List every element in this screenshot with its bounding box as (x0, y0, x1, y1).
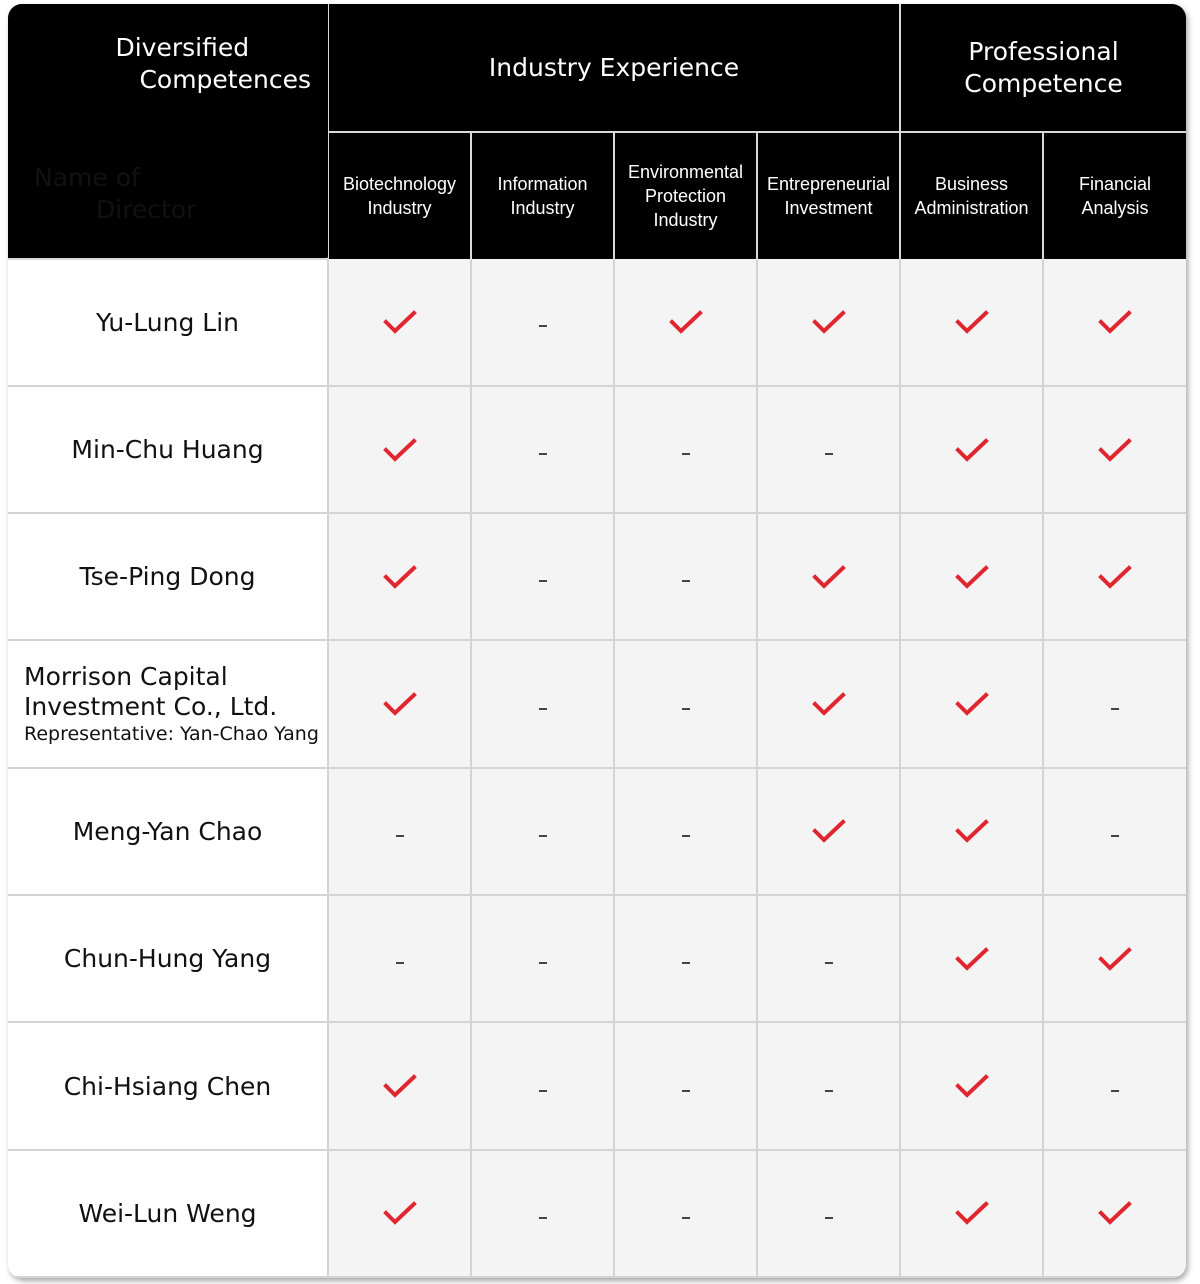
dash-mark (539, 1090, 547, 1092)
dash-mark (539, 708, 547, 710)
competence-yes-cell (1043, 895, 1186, 1022)
column-header-line1: Business (934, 173, 1009, 194)
dash-mark (539, 1217, 547, 1219)
competence-no-cell (614, 768, 757, 895)
director-name: Tse-Ping Dong (8, 513, 328, 640)
competence-no-cell (471, 640, 614, 767)
dash-mark (1111, 835, 1119, 837)
dash-mark (682, 1217, 690, 1219)
competence-no-cell (614, 386, 757, 513)
column-header (757, 132, 900, 258)
check-mark-icon (955, 309, 989, 335)
competence-yes-cell (1043, 259, 1186, 386)
dash-mark (825, 1217, 833, 1219)
column-header-line2: Industry (510, 197, 575, 218)
competence-yes-cell (757, 513, 900, 640)
competence-no-cell (1043, 768, 1186, 895)
check-mark-icon (383, 564, 417, 590)
dash-mark (825, 1090, 833, 1092)
table-row (8, 1022, 1186, 1149)
table-row (8, 259, 1186, 386)
director-name: Chun-Hung Yang (8, 895, 328, 1022)
column-header-line2: Administration (914, 197, 1029, 218)
dash-mark (682, 453, 690, 455)
competence-no-cell (471, 259, 614, 386)
check-mark-icon (812, 309, 846, 335)
group-header-industry-experience: Industry Experience (328, 4, 900, 132)
check-mark-icon (1098, 946, 1132, 972)
corner-bottom-line2: Director (96, 195, 197, 224)
dash-mark (396, 835, 404, 837)
check-mark-icon (383, 1073, 417, 1099)
director-name-line1: Morrison Capital (24, 662, 228, 692)
competence-yes-cell (757, 259, 900, 386)
competence-yes-cell (900, 386, 1043, 513)
corner-header (8, 4, 328, 259)
representative-label: Representative: Yan-Chao Yang (24, 723, 319, 746)
director-name: Min-Chu Huang (8, 386, 328, 513)
competence-yes-cell (757, 640, 900, 767)
competence-yes-cell (1043, 513, 1186, 640)
competence-yes-cell (900, 1150, 1043, 1277)
check-mark-icon (1098, 437, 1132, 463)
dash-mark (539, 453, 547, 455)
competence-no-cell (614, 1150, 757, 1277)
column-header (471, 132, 614, 258)
competence-no-cell (757, 1022, 900, 1149)
competence-yes-cell (900, 895, 1043, 1022)
column-header-line1: Environmental (627, 161, 744, 182)
group-header-professional-competence (900, 4, 1186, 132)
column-header-line2: Protection (644, 185, 727, 206)
competence-no-cell (471, 386, 614, 513)
competence-yes-cell (900, 1022, 1043, 1149)
competence-yes-cell (1043, 386, 1186, 513)
check-mark-icon (383, 1200, 417, 1226)
dash-mark (539, 835, 547, 837)
director-competence-matrix (8, 4, 1186, 1278)
column-header-line3: Industry (653, 209, 718, 230)
table-row (8, 895, 1186, 1022)
director-name: Yu-Lung Lin (8, 259, 328, 386)
competence-yes-cell (328, 513, 471, 640)
dash-mark (539, 325, 547, 327)
column-header (328, 132, 471, 258)
dash-mark (825, 453, 833, 455)
director-name: Wei-Lun Weng (8, 1150, 328, 1277)
competence-table (8, 4, 1186, 1278)
dash-mark (539, 962, 547, 964)
group-header-line2: Competence (964, 68, 1123, 98)
dash-mark (396, 962, 404, 964)
corner-top-line1: Diversified (115, 33, 250, 62)
column-header-line2: Investment (784, 197, 873, 218)
competence-yes-cell (328, 259, 471, 386)
dash-mark (539, 580, 547, 582)
competence-yes-cell (328, 640, 471, 767)
check-mark-icon (955, 564, 989, 590)
director-name: Chi-Hsiang Chen (8, 1022, 328, 1149)
competence-no-cell (328, 768, 471, 895)
column-header-line1: Financial (1079, 173, 1152, 194)
competence-no-cell (757, 1150, 900, 1277)
table-row (8, 1150, 1186, 1277)
competence-yes-cell (900, 513, 1043, 640)
competence-yes-cell (757, 768, 900, 895)
director-name (8, 640, 328, 767)
competence-no-cell (614, 513, 757, 640)
check-mark-icon (383, 309, 417, 335)
column-header (1043, 132, 1186, 258)
director-name: Meng-Yan Chao (8, 768, 328, 895)
competence-yes-cell (614, 259, 757, 386)
competence-no-cell (471, 1022, 614, 1149)
group-header-line1: Professional (968, 36, 1119, 66)
corner-column-caption (115, 32, 311, 96)
table-body (8, 259, 1186, 1277)
dash-mark (682, 580, 690, 582)
table-row (8, 386, 1186, 513)
competence-yes-cell (328, 1150, 471, 1277)
corner-row-caption (34, 162, 196, 226)
competence-no-cell (471, 1150, 614, 1277)
dash-mark (682, 835, 690, 837)
check-mark-icon (955, 691, 989, 717)
competence-yes-cell (328, 386, 471, 513)
competence-no-cell (757, 895, 900, 1022)
check-mark-icon (812, 818, 846, 844)
dash-mark (1111, 1090, 1119, 1092)
dash-mark (825, 962, 833, 964)
check-mark-icon (812, 564, 846, 590)
check-mark-icon (1098, 1200, 1132, 1226)
check-mark-icon (812, 691, 846, 717)
competence-no-cell (471, 768, 614, 895)
column-header-line1: Biotechnology (342, 173, 457, 194)
table-row (8, 513, 1186, 640)
competence-no-cell (614, 640, 757, 767)
corner-top-line2: Competences (139, 65, 311, 94)
competence-no-cell (1043, 1022, 1186, 1149)
check-mark-icon (955, 946, 989, 972)
check-mark-icon (383, 437, 417, 463)
check-mark-icon (383, 691, 417, 717)
competence-yes-cell (900, 768, 1043, 895)
dash-mark (682, 708, 690, 710)
check-mark-icon (1098, 309, 1132, 335)
dash-mark (682, 1090, 690, 1092)
competence-no-cell (614, 895, 757, 1022)
competence-no-cell (1043, 640, 1186, 767)
column-header-line1: Entrepreneurial (766, 173, 891, 194)
competence-no-cell (328, 895, 471, 1022)
competence-no-cell (471, 895, 614, 1022)
table-row (8, 640, 1186, 767)
competence-yes-cell (328, 1022, 471, 1149)
competence-yes-cell (900, 259, 1043, 386)
dash-mark (682, 962, 690, 964)
check-mark-icon (955, 818, 989, 844)
competence-no-cell (471, 513, 614, 640)
column-header (900, 132, 1043, 258)
column-header-line1: Information (497, 173, 588, 194)
column-header-line2: Industry (367, 197, 432, 218)
competence-no-cell (614, 1022, 757, 1149)
check-mark-icon (669, 309, 703, 335)
check-mark-icon (955, 1073, 989, 1099)
competence-yes-cell (900, 640, 1043, 767)
competence-yes-cell (1043, 1150, 1186, 1277)
competence-no-cell (757, 386, 900, 513)
director-name-line2: Investment Co., Ltd. (24, 692, 278, 722)
dash-mark (1111, 708, 1119, 710)
column-header (614, 132, 757, 258)
column-header-line2: Analysis (1081, 197, 1149, 218)
check-mark-icon (955, 437, 989, 463)
check-mark-icon (955, 1200, 989, 1226)
header-group-row (8, 4, 1186, 132)
table-row (8, 768, 1186, 895)
corner-bottom-line1: Name of (34, 163, 140, 192)
check-mark-icon (1098, 564, 1132, 590)
